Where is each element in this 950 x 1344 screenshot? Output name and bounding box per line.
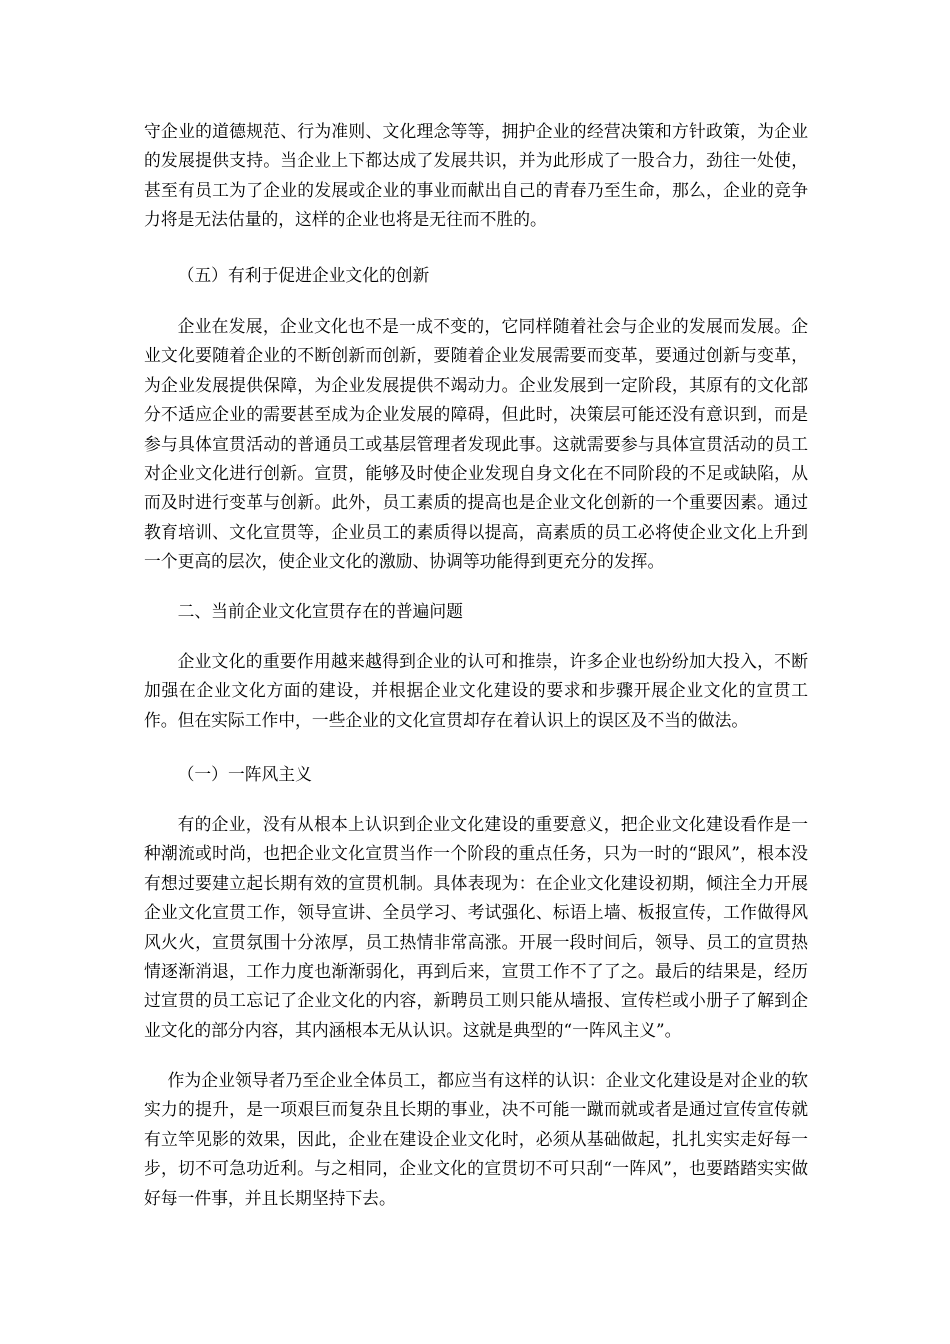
section-heading-innovation: （五）有利于促进企业文化的创新 [177, 265, 430, 285]
paragraph-culture-innovation: 企业在发展，企业文化也不是一成不变的，它同样随着社会与企业的发展而发展。企业文化要随着企业的不断创新而创新，要随着企业发展需要而变革，要通过创新与变革，为企业发展提供保障，为企业发展提供不竭动力。企业发展到一定阶段，其原有的文化部分不适应企业的需要甚至成为企业发展的障碍，但此时，决策层可能还没有意识到，而是参与具体宣贯活动的普通员工或基层管理者发现此事。这就需要参与具体宣贯活动的员工对企业文化进行创新。宣贯，能够及时使企业发现自身文化在不同阶段的不足或缺陷，从而及时进行变革与创新。此外，员工素质的提高也是企业文化创新的一个重要因素。通过教育培训、文化宣贯等，企业员工的素质得以提高，高素质的员工必将使企业文化上升到一个更高的层次，使企业文化的激励、协调等功能得到更充分的发挥。 [144, 316, 808, 572]
paragraph-one-gust-description: 有的企业，没有从根本上认识到企业文化建设的重要意义，把企业文化建设看作是一种潮流或时尚，也把企业文化宣贯当作一个阶段的重点任务，只为一时的“跟风”，根本没有想过要建立起长期有效的宣贯机制。具体表现为：在企业文化建设初期，倾注全力开展企业文化宣贯工作，领导宣讲、全员学习、考试强化、标语上墙、板报宣传，工作做得风风火火，宣贯氛围十分浓厚，员工热情非常高涨。开展一段时间后，领导、员工的宣贯热情逐渐消退，工作力度也渐渐弱化，再到后来，宣贯工作不了了之。最后的结果是，经历过宣贯的员工忘记了企业文化的内容，新聘员工则只能从墙报、宣传栏或小册子了解到企业文化的部分内容，其内涵根本无从认识。这就是典型的“一阵风主义”。 [144, 814, 808, 1040]
paragraph-leader-awareness: 作为企业领导者乃至企业全体员工，都应当有这样的认识：企业文化建设是对企业的软实力的提升，是一项艰巨而复杂且长期的事业，决不可能一蹴而就或者是通过宣传宣传就有立竿见影的效果，因此，企业在建设企业文化时，必须从基础做起，扎扎实实走好每一步，切不可急功近利。与之相同，企业文化的宣贯切不可只刮“一阵风”，也要踏踏实实做好每一件事，并且长期坚持下去。 [144, 1070, 808, 1208]
paragraph-problems-intro: 企业文化的重要作用越来越得到企业的认可和推崇，许多企业也纷纷加大投入，不断加强在企业文化方面的建设，并根据企业文化建设的要求和步骤开展企业文化的宣贯工作。但在实际工作中，一些企业的文化宣贯却存在着认识上的误区及不当的做法。 [144, 651, 808, 730]
paragraph-continuation: 守企业的道德规范、行为准则、文化理念等等，拥护企业的经营决策和方针政策，为企业的发展提供支持。当企业上下都达成了发展共识，并为此形成了一股合力，劲往一处使，甚至有员工为了企业的发展或企业的事业而献出自己的青春乃至生命，那么，企业的竞争力将是无法估量的，这样的企业也将是无往而不胜的。 [144, 121, 808, 230]
section-heading-common-problems: 二、当前企业文化宣贯存在的普遍问题 [177, 601, 463, 621]
section-heading-one-gust: （一）一阵风主义 [177, 764, 312, 784]
